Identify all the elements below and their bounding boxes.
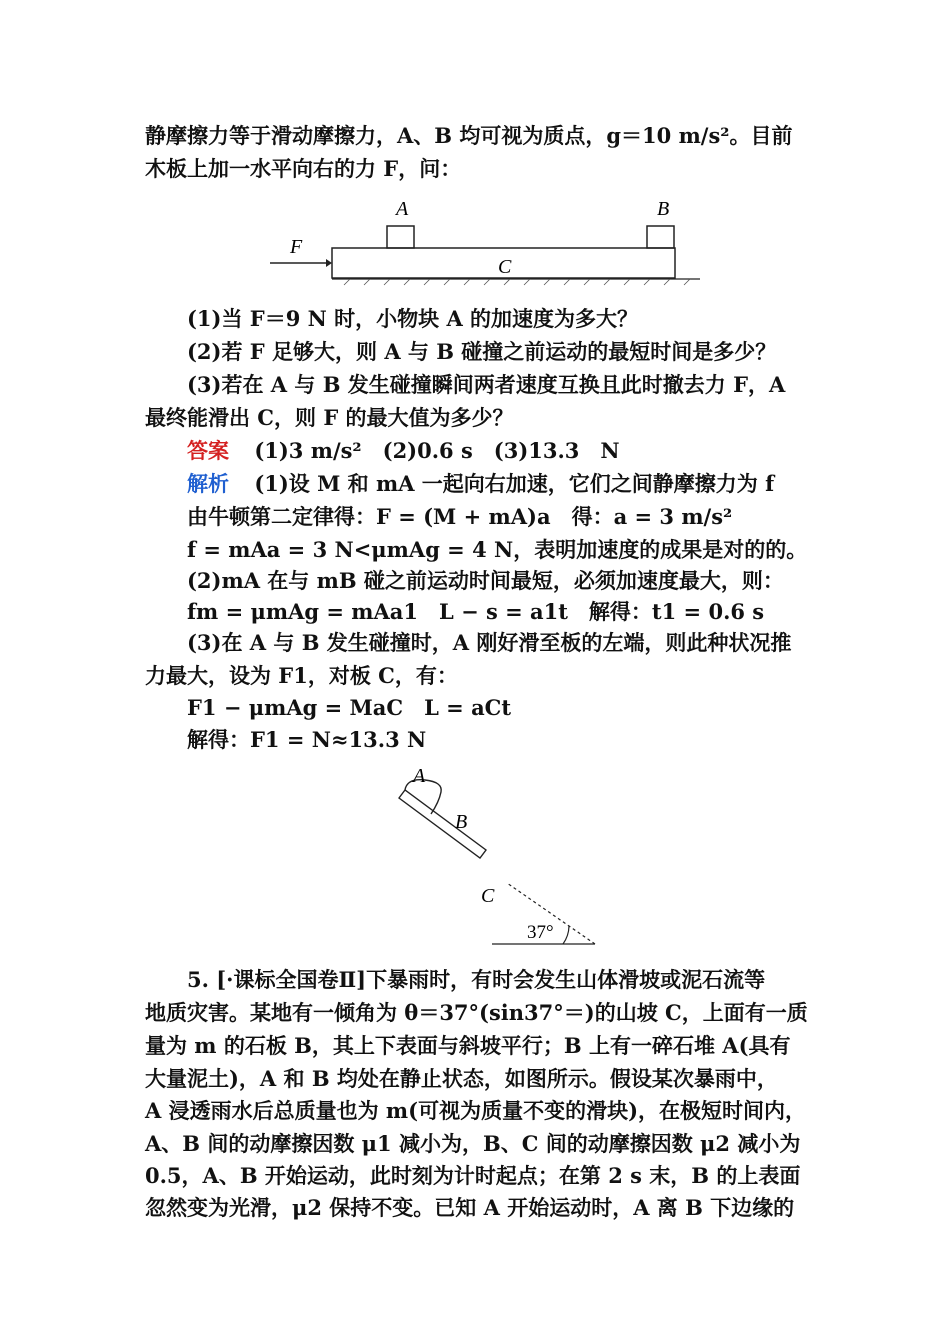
problem5-line-7: 0.5，A、B 开始运动，此时刻为计时起点；在第 2 s 末，B 的上表面 — [145, 1163, 801, 1188]
problem5-line-3: 量为 m 的石板 B，其上下表面与斜坡平行；B 上有一碎石堆 A(具有 — [145, 1033, 791, 1058]
incline-label-c: C — [481, 885, 495, 907]
figure-incline — [385, 760, 605, 950]
incline-label-b: B — [455, 811, 468, 833]
label-b: B — [657, 198, 670, 220]
problem5-line-6: A、B 间的动摩擦因数 μ1 减小为，B、C 间的动摩擦因数 μ2 减小为 — [145, 1131, 801, 1156]
analysis-line-3: f = mAa = 3 N<μmAg = 4 N，表明加速度的成果是对的的。 — [187, 537, 808, 562]
figure-plank-blocks — [260, 193, 730, 288]
analysis-line-2: 由牛顿第二定律得：F = (M + mA)a 得：a = 3 m/s² — [187, 504, 733, 529]
analysis-line-1 — [187, 470, 774, 498]
analysis-label: 解析 — [187, 471, 229, 496]
intro-line-2: 木板上加一水平向右的力 F，问： — [145, 156, 462, 181]
analysis-line-4: (2)mA 在与 mB 碰之前运动时间最短，必须加速度最大，则： — [187, 568, 784, 593]
analysis-line-7: 力最大，设为 F1，对板 C，有： — [145, 663, 458, 688]
answer-label: 答案 — [187, 438, 229, 463]
problem5-line-2: 地质灾害。某地有一倾角为 θ＝37°(sin37°＝)的山坡 C，上面有一质 — [145, 1000, 808, 1025]
problem5-line-5: A 浸透雨水后总质量也为 m(可视为质量不变的滑块)，在极短时间内， — [145, 1098, 807, 1123]
question-1: (1)当 F＝9 N 时，小物块 A 的加速度为多大？ — [187, 306, 639, 331]
intro-line-1: 静摩擦力等于滑动摩擦力，A、B 均可视为质点，g＝10 m/s²。目前 — [145, 123, 793, 148]
question-2: (2)若 F 足够大，则 A 与 B 碰撞之前运动的最短时间是多少？ — [187, 339, 777, 364]
answer-text: (1)3 m/s² (2)0.6 s (3)13.3 N — [254, 438, 620, 463]
label-f: F — [290, 236, 303, 258]
label-c: C — [498, 256, 512, 278]
analysis-line-5: fm = μmAg = mAa1 L − s = a1t 解得：t1 = 0.6 s — [187, 599, 765, 624]
problem5-line-1: 5. [·课标全国卷Ⅱ]下暴雨时，有时会发生山体滑坡或泥石流等 — [187, 967, 766, 992]
problem5-line-4: 大量泥土)，A 和 B 均处在静止状态，如图所示。假设某次暴雨中， — [145, 1066, 778, 1091]
analysis-line-6: (3)在 A 与 B 发生碰撞时，A 刚好滑至板的左端，则此种状况推 — [187, 630, 792, 655]
question-3a: (3)若在 A 与 B 发生碰撞瞬间两者速度互换且此时撤去力 F，A — [187, 372, 786, 397]
analysis-text-1: (1)设 M 和 mA 一起向右加速，它们之间静摩擦力为 f — [254, 471, 775, 496]
analysis-line-8: F1 − μmAg = MaC L = aCt — [187, 695, 512, 720]
incline-angle-label: 37° — [527, 922, 554, 943]
answer-line — [187, 437, 620, 465]
problem5-line-8: 忽然变为光滑，μ2 保持不变。已知 A 开始运动时，A 离 B 下边缘的 — [145, 1195, 795, 1220]
analysis-line-9: 解得：F1 = N≈13.3 N — [187, 727, 427, 752]
incline-label-a: A — [413, 765, 426, 787]
label-a: A — [396, 198, 409, 220]
question-3b: 最终能滑出 C，则 F 的最大值为多少？ — [145, 405, 514, 430]
